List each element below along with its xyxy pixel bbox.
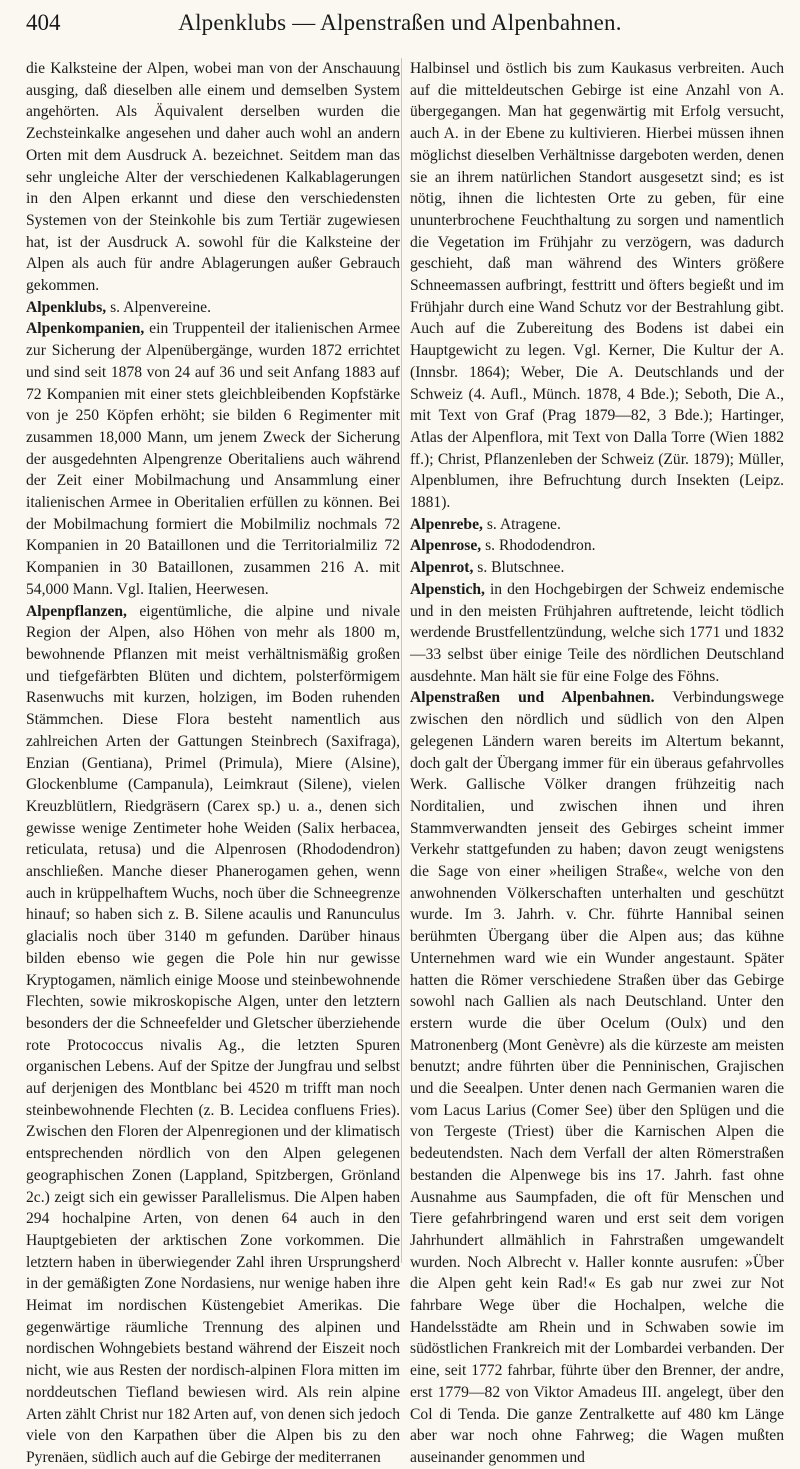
page-number: 404: [26, 10, 61, 35]
entry-text: in den Hochgebirgen der Schweiz endemische und in den meisten Frühjahren auftretende, leicht tödlich werdende Brustfellentzündung, welche sich 1771 und 1832—33 selbst über einige Teile des nördlichen Deutschland ausdehnte. Man hält sie für eine Folge des Föhns.: [410, 580, 784, 685]
continuation-paragraph: [410, 58, 784, 514]
entry-alpenkompanien: [26, 318, 400, 600]
right-column: [410, 58, 784, 1466]
entry-alpenstich: [410, 579, 784, 688]
entry-alpenrot: [410, 557, 784, 579]
entry-alpenrebe: [410, 514, 784, 536]
page-header: [26, 10, 774, 44]
entry-lemma: Alpenstraßen und Alpenbahnen.: [410, 689, 655, 707]
column-divider: [401, 58, 402, 1263]
entry-alpenpflanzen: [26, 601, 400, 1469]
entry-lemma: Alpenrot,: [410, 559, 474, 577]
entry-lemma: Alpenkompanien,: [26, 320, 145, 338]
continuation-paragraph: [26, 58, 400, 297]
entry-text: s. Alpenvereine.: [106, 298, 211, 316]
entry-text: s. Atragene.: [482, 515, 561, 533]
entry-alpenrose: [410, 535, 784, 557]
running-head: Alpenklubs — Alpenstraßen und Alpenbahnen.: [178, 10, 622, 35]
entry-text: die Kalksteine der Alpen, wobei man von der Anschauung ausging, daß dieselben alle einem und demselben System angehörten. Als Äquivalent derselben wurden die Zechsteinkalke angesehen und daher auch wohl an andern Orten mit dem Ausdruck A. bezeichnet. Seitdem man das sehr ungleiche Alter der verschiedenen Kalkablagerungen in den Alpen erkannt und diese den verschiedensten Systemen von der Steinkohle bis zum Tertiär zugewiesen hat, ist der Ausdruck A. sowohl für die Kalksteine der Alpen als auch für andre Ablagerungen außer Gebrauch gekommen.: [26, 60, 400, 295]
entry-text: ein Truppenteil der italienischen Armee zur Sicherung der Alpenübergänge, wurden 1872 errichtet und sind seit 1878 von 24 auf 36 und seit Anfang 1883 auf 72 Kompanien mit einer stets gleichbleibenden Kopfstärke von je 250 Köpfen erhöht; sie bilden 6 Regimenter mit zusammen 18,000 Mann, um jenem Zweck der Sicherung der ausgedehnten Alpengrenze Oberitaliens auch während der Zeit einer Mobilmachung und Ansammlung einer italienischen Armee in Oberitalien erfüllen zu können. Bei der Mobilmachung formiert die Mobilmiliz nochmals 72 Kompanien in 20 Bataillonen und die Territorialmiliz 72 Kompanien in 30 Bataillonen, zusammen 216 A. mit 54,000 Mann. Vgl. Italien, Heerwesen.: [26, 320, 400, 598]
entry-lemma: Alpenklubs,: [26, 298, 107, 316]
entry-alpenstrassen: [410, 687, 784, 1468]
entry-lemma: Alpenrebe,: [410, 515, 483, 533]
entry-alpenklubs: [26, 297, 400, 319]
entry-text: s. Blutschnee.: [473, 559, 565, 577]
left-column: [26, 58, 400, 1466]
entry-text: Halbinsel und östlich bis zum Kaukasus verbreiten. Auch auf die mitteldeutschen Gebirge ist eine Anzahl von A. übergegangen. Man hat gegenwärtig mit Erfolg versucht, auch A. in der Ebene zu kultivieren. Hierbei müssen ihnen möglichst dieselben Verhältnisse dargeboten werden, denen sie an ihrem natürlichen Standort ausgesetzt sind; es ist nötig, ihnen die lichtesten Orte zu geben, für eine ununterbrochene Feuchthaltung zu sorgen und namentlich die Vegetation im Frühjahr zu verzögern, was dadurch geschieht, daß man während des Winters größere Schneemassen aufbringt, festtritt und öfters begießt und im Frühjahr durch eine Wand Schutz vor der Bestrahlung gibt. Auch auf die Zubereitung des Bodens ist dabei ein Hauptgewicht zu legen. Vgl. Kerner, Die Kultur der A. (Innsbr. 1864); Weber, Die A. Deutschlands und der Schweiz (4. Aufl., Münch. 1878, 4 Bde.); Seboth, Die A., mit Text von Graf (Prag 1879—82, 3 Bde.); Hartinger, Atlas der Alpenflora, mit Text von Dalla Torre (Wien 1882 ff.); Christ, Pflanzenleben der Schweiz (Zür. 1879); Müller, Alpenblumen, ihre Befruchtung durch Insekten (Leipz. 1881).: [410, 60, 784, 512]
entry-text: eigentümliche, die alpine und nivale Region der Alpen, also Höhen von mehr als 1800 m, bewohnende Pflanzen mit meist verhältnismäßig großen und tiefgefärbten Blüten und dichtem, polsterförmigem Rasenwuchs mit kurzen, holzigen, im Boden ruhenden Stämmchen. Diese Flora besteht namentlich aus zahlreichen Arten der Gattungen Steinbrech (Saxifraga), Enzian (Gentiana), Primel (Primula), Miere (Alsine), Glockenblume (Campanula), Leimkraut (Silene), vielen Kreuzblütlern, Riedgräsern (Carex sp.) u. a., denen sich gewisse wenige Zentimeter hohe Weiden (Salix herbacea, reticulata, retusa) und die Alpenrosen (Rhododendron) anschließen. Manche dieser Phanerogamen gehen, wenn auch in krüppelhaftem Wuchs, noch über die Schneegrenze hinauf; so haben sich z. B. Silene acaulis und Ranunculus glacialis noch über 3140 m gefunden. Darüber hinaus bilden ebenso wie gegen die Pole hin nur gewisse Kryptogamen, nämlich einige Moose und steinbewohnende Flechten, sowie mikroskopische Algen, unter den letztern besonders der die Schneefelder und Gletscher überziehende rote Protococcus nivalis Ag., die letzten Spuren organischen Lebens. Auf der Spitze der Jungfrau und selbst auf derjenigen des Montblanc bei 4520 m trifft man noch steinbewohnende Flechten (z. B. Lecidea confluens Fries). Zwischen den Floren der Alpenregionen und der klimatisch entsprechenden nördlich von den Alpen gelegenen geographischen Zonen (Lappland, Spitzbergen, Grönland 2c.) zeigt sich ein gewisser Parallelismus. Die Alpen haben 294 hochalpine Arten, von denen 64 auch in den Hauptgebieten der arktischen Zone vorkommen. Die letztern haben in überwiegender Zahl ihren Ursprungsherd in der gemäßigten Zone Nordasiens, nur wenige haben ihre Heimat im nordischen Küstengebiet Amerikas. Die gegenwärtige räumliche Trennung des alpinen und nordischen Wohngebiets bestand während der Eiszeit noch nicht, wie aus Resten der nordisch-alpinen Flora mitten im norddeutschen Tiefland bewiesen wird. Als rein alpine Arten zählt Christ nur 182 Arten auf, von denen sich jedoch viele von den Karpathen über die Alpen bis zu den Pyrenäen, südlich auch auf die Gebirge der mediterranen: [26, 602, 400, 1466]
entry-text: Verbindungswege zwischen den nördlich und südlich von den Alpen gelegenen Ländern waren bereits im Altertum bekannt, doch galt der Übergang immer für ein überaus gefahrvolles Werk. Gallische Völker drangen frühzeitig nach Norditalien, und zwischen ihnen und ihren Stammverwandten jenseit des Gebirges scheint immer Verkehr stattgefunden zu haben; davon zeugt wenigstens die Sage von einer »heiligen Straße«, welche von den anwohnenden Völkerschaften unterhalten und geschützt wurde. Im 3. Jahrh. v. Chr. führte Hannibal seinen berühmten Übergang über die Alpen aus; das kühne Unternehmen ward wie ein Wunder angestaunt. Später hatten die Römer verschiedene Straßen über das Gebirge sowohl nach Gallien als nach Deutschland. Unter den erstern wurde die über Ocelum (Oulx) und den Matronenberg (Mont Genèvre) als die kürzeste am meisten benutzt; andre führten über die Penninischen, Grajischen und die Seealpen. Unter denen nach Germanien waren die vom Lacus Larius (Comer See) über den Splügen und die von Tergeste (Triest) über die Karnischen Alpen die bedeutendsten. Nach dem Verfall der alten Römerstraßen bestanden die Alpenwege bis ins 17. Jahrh. fast ohne Ausnahme aus Saumpfaden, die oft für Menschen und Tiere gefahrbringend waren und erst seit dem vorigen Jahrhundert allmählich in Fahrstraßen umgewandelt wurden. Noch Albrecht v. Haller konnte ausrufen: »Über die Alpen geht kein Rad!« Es gab nur zwei zur Not fahrbare Wege über die Hochalpen, welche die Handelsstädte am Rhein und in Schwaben sowie im südöstlichen Frankreich mit der Lombardei verbanden. Der eine, seit 1772 fahrbar, führte über den Brenner, der andre, erst 1779—82 von Viktor Amadeus III. angelegt, über den Col di Tenda. Die ganze Zentralkette auf 480 km Länge aber war noch ohne Fahrweg; die Wagen mußten auseinander genommen und: [410, 689, 784, 1466]
entry-lemma: Alpenrose,: [410, 537, 482, 555]
entry-lemma: Alpenstich,: [410, 580, 485, 598]
entry-lemma: Alpenpflanzen,: [26, 602, 127, 620]
entry-text: s. Rhododendron.: [481, 537, 596, 555]
